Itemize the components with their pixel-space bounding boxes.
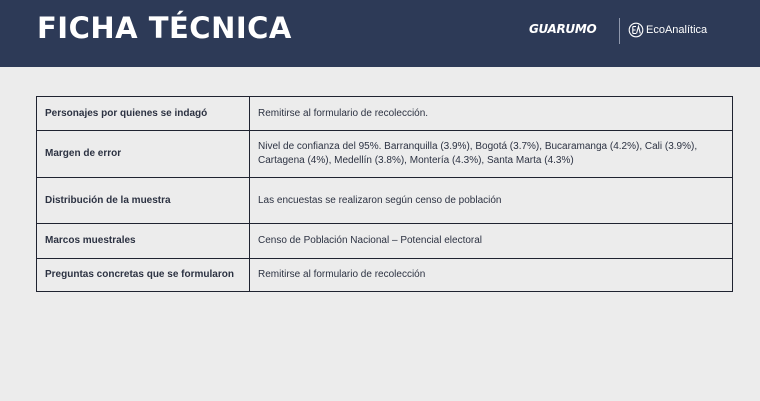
ecoanalitica-logo	[628, 21, 707, 39]
guarumo-logo: GUARUMO	[529, 22, 597, 36]
row-value: Remitirse al formulario de recolección	[250, 259, 733, 292]
table-row	[37, 97, 733, 131]
table-row	[37, 259, 733, 292]
row-label: Personajes por quienes se indagó	[37, 97, 250, 131]
row-label: Marcos muestrales	[37, 224, 250, 259]
page-title: FICHA TÉCNICA	[37, 11, 292, 45]
row-value: Nivel de confianza del 95%. Barranquilla (3.9%), Bogotá (3.7%), Bucaramanga (4.2%), Cali (3.9%), Cartagena (4%), Medellín (3.8%), Montería (4.3%), Santa Marta (4.3%)	[250, 131, 733, 178]
row-value: Las encuestas se realizaron según censo de población	[250, 178, 733, 224]
header-bar	[0, 0, 760, 67]
table-row	[37, 178, 733, 224]
row-label: Preguntas concretas que se formularon	[37, 259, 250, 292]
row-value: Remitirse al formulario de recolección.	[250, 97, 733, 131]
row-label: Distribución de la muestra	[37, 178, 250, 224]
technical-sheet-table	[36, 96, 733, 292]
logo-divider	[619, 18, 620, 44]
table-row	[37, 131, 733, 178]
row-value: Censo de Población Nacional – Potencial electoral	[250, 224, 733, 259]
row-label: Margen de error	[37, 131, 250, 178]
ecoanalitica-icon	[628, 22, 644, 38]
ecoanalitica-label: EcoAnalítica	[646, 24, 708, 36]
table-row	[37, 224, 733, 259]
